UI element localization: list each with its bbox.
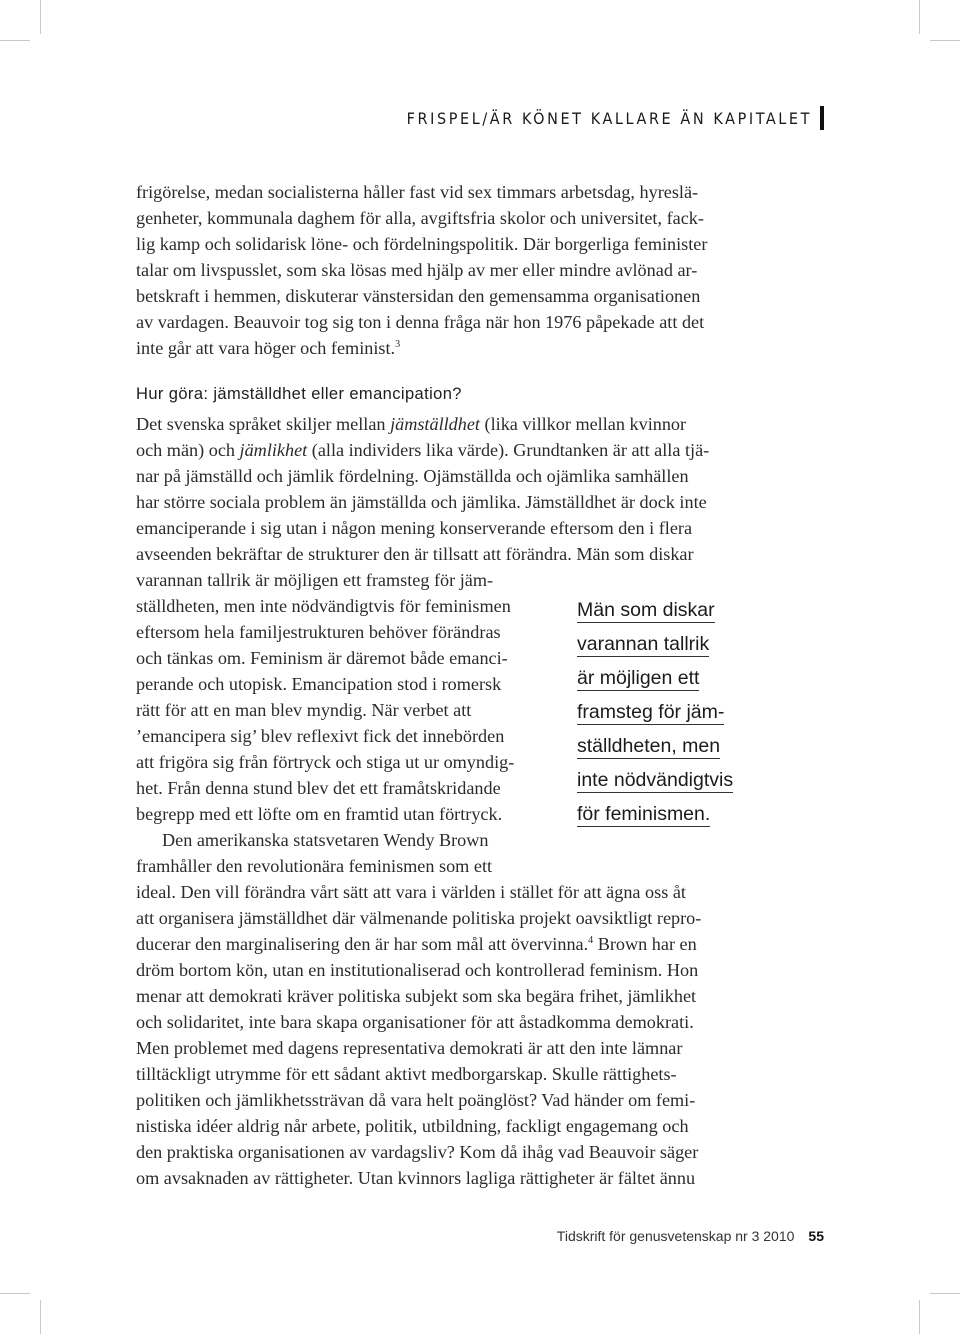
crop-mark (930, 1293, 960, 1294)
crop-mark (0, 40, 30, 41)
body-line (136, 411, 686, 437)
body-line: om avsaknaden av rättigheter. Utan kvinnors lagliga rättigheter är fältet ännu (136, 1168, 696, 1188)
body-text: ducerar den marginalisering den är har som mål att övervinna. (136, 934, 589, 954)
body-line: betskraft i hemmen, diskuterar vänstersidan den gemensamma organisationen (136, 286, 701, 306)
body-line: dröm bortom kön, utan en institutionaliserad och kontrollerad feminism. Hon (136, 960, 699, 980)
body-line (136, 437, 709, 463)
body-line: att frigöra sig från förtryck och stiga ut ur omyndig- (136, 752, 515, 772)
page-footer (557, 1228, 824, 1244)
body-line: varannan tallrik är möjligen ett framsteg för jäm- (136, 570, 494, 590)
body-text: och män) och (136, 440, 240, 460)
body-line: menar att demokrati kräver politiska subjekt som ska begära frihet, jämlikhet (136, 986, 697, 1006)
body-line: talar om livspusslet, som ska lösas med hjälp av mer eller mindre avlönad ar- (136, 260, 698, 280)
pull-quote-line (577, 596, 807, 630)
crop-mark (0, 1293, 30, 1294)
pull-quote (577, 596, 807, 834)
italic-term: jämlikhet (239, 440, 308, 460)
pull-quote-text: Män som diskar (577, 599, 715, 621)
footnote-ref: 4 (588, 935, 594, 946)
body-line: lig kamp och solidarisk löne- och fördelningspolitik. Där borgerliga feminister (136, 234, 708, 254)
pull-quote-text: inte nödvändigtvis (577, 769, 734, 791)
body-line: att organisera jämställdhet där välmenande politiska projekt oavsiktligt repro- (136, 908, 702, 928)
body-line: Den amerikanska statsvetaren Wendy Brown (162, 830, 489, 850)
body-line: den praktiska organisationen av vardagsliv? Kom då ihåg vad Beauvoir säger (136, 1142, 699, 1162)
body-line: framhåller den revolutionära feminismen som ett (136, 856, 493, 876)
body-line (136, 931, 697, 957)
body-text: Det svenska språket skiljer mellan (136, 414, 391, 434)
italic-term: jämställdhet (390, 414, 480, 434)
journal-name: Tidskrift för genusvetenskap nr 3 2010 (556, 1228, 795, 1244)
body-line: tilltäckligt utrymme för ett sådant aktivt medborgarskap. Skulle rättighets- (136, 1064, 677, 1084)
pull-quote-line (577, 698, 807, 732)
body-line: het. Från denna stund blev det ett framåtskridande (136, 778, 501, 798)
pull-quote-line (577, 766, 807, 800)
body-text: Brown har en (593, 934, 697, 954)
pull-quote-line (577, 800, 807, 834)
body-line: rätt för att en man blev myndig. När verbet att (136, 700, 472, 720)
body-text: (lika villkor mellan kvinnor (480, 414, 687, 434)
body-line: emanciperande i sig utan i någon mening konserverande eftersom den i flera (136, 518, 693, 538)
body-line: av vardagen. Beauvoir tog sig ton i denna fråga när hon 1976 påpekade att det (136, 312, 705, 332)
page-number: 55 (808, 1228, 824, 1244)
body-line: begrepp med ett löfte om en framtid utan förtryck. (136, 804, 503, 824)
running-head-text: FRISPEL/ÄR KÖNET KALLARE ÄN KAPITALET (406, 108, 812, 128)
section-heading: Hur göra: jämställdhet eller emancipation? (136, 385, 462, 403)
body-line: nistiska idéer aldrig når arbete, politik, utbildning, fackligt engagemang och (136, 1116, 689, 1136)
body-line: politiken och jämlikhetssträvan då vara helt poänglöst? Vad händer om femi- (136, 1090, 696, 1110)
crop-mark (919, 0, 920, 34)
pull-quote-text: varannan tallrik (577, 633, 710, 655)
body-line: Men problemet med dagens representativa demokrati är att den inte lämnar (136, 1038, 683, 1058)
body-line: nar på jämställd och jämlik fördelning. Ojämställda och ojämlika samhällen (136, 466, 689, 486)
pull-quote-text: för feminismen. (577, 803, 711, 825)
body-line: och tänkas om. Feminism är däremot både emanci- (136, 648, 508, 668)
body-line: ’emancipera sig’ blev reflexivt fick det innebörden (136, 726, 505, 746)
pull-quote-line (577, 732, 807, 766)
body-line: frigörelse, medan socialisterna håller fast vid sex timmars arbetsdag, hyreslä- (136, 182, 699, 202)
body-line: har större sociala problem än jämställda och jämlika. Jämställdhet är dock inte (136, 492, 707, 512)
body-line (136, 335, 400, 361)
body-line: avseenden bekräftar de strukturer den är tillsatt att förändra. Män som diskar (136, 544, 694, 564)
pull-quote-text: är möjligen ett (577, 667, 700, 689)
crop-mark (919, 1300, 920, 1334)
footnote-ref: 3 (395, 339, 401, 350)
body-line: perande och utopisk. Emancipation stod i romersk (136, 674, 502, 694)
crop-mark (930, 40, 960, 41)
pull-quote-line (577, 664, 807, 698)
body-text: inte går att vara höger och feminist. (136, 338, 396, 358)
body-line: ideal. Den vill förändra vårt sätt att vara i världen i stället för att ägna oss åt (136, 882, 686, 902)
running-head (407, 106, 824, 130)
crop-mark (40, 1300, 41, 1334)
body-line: genheter, kommunala daghem för alla, avgiftsfria skolor och universitet, fack- (136, 208, 704, 228)
running-head-bar (820, 106, 824, 130)
crop-mark (40, 0, 41, 34)
body-line: eftersom hela familjestrukturen behöver förändras (136, 622, 501, 642)
pull-quote-text: framsteg för jäm- (577, 701, 725, 723)
body-text: (alla individers lika värde). Grundtanken är att alla tjä- (307, 440, 710, 460)
pull-quote-text: ställdheten, men (577, 735, 721, 757)
body-line: och solidaritet, inte bara skapa organisationer för att åstadkomma demokrati. (136, 1012, 694, 1032)
body-line: ställdheten, men inte nödvändigtvis för feminismen (136, 596, 511, 616)
pull-quote-line (577, 630, 807, 664)
